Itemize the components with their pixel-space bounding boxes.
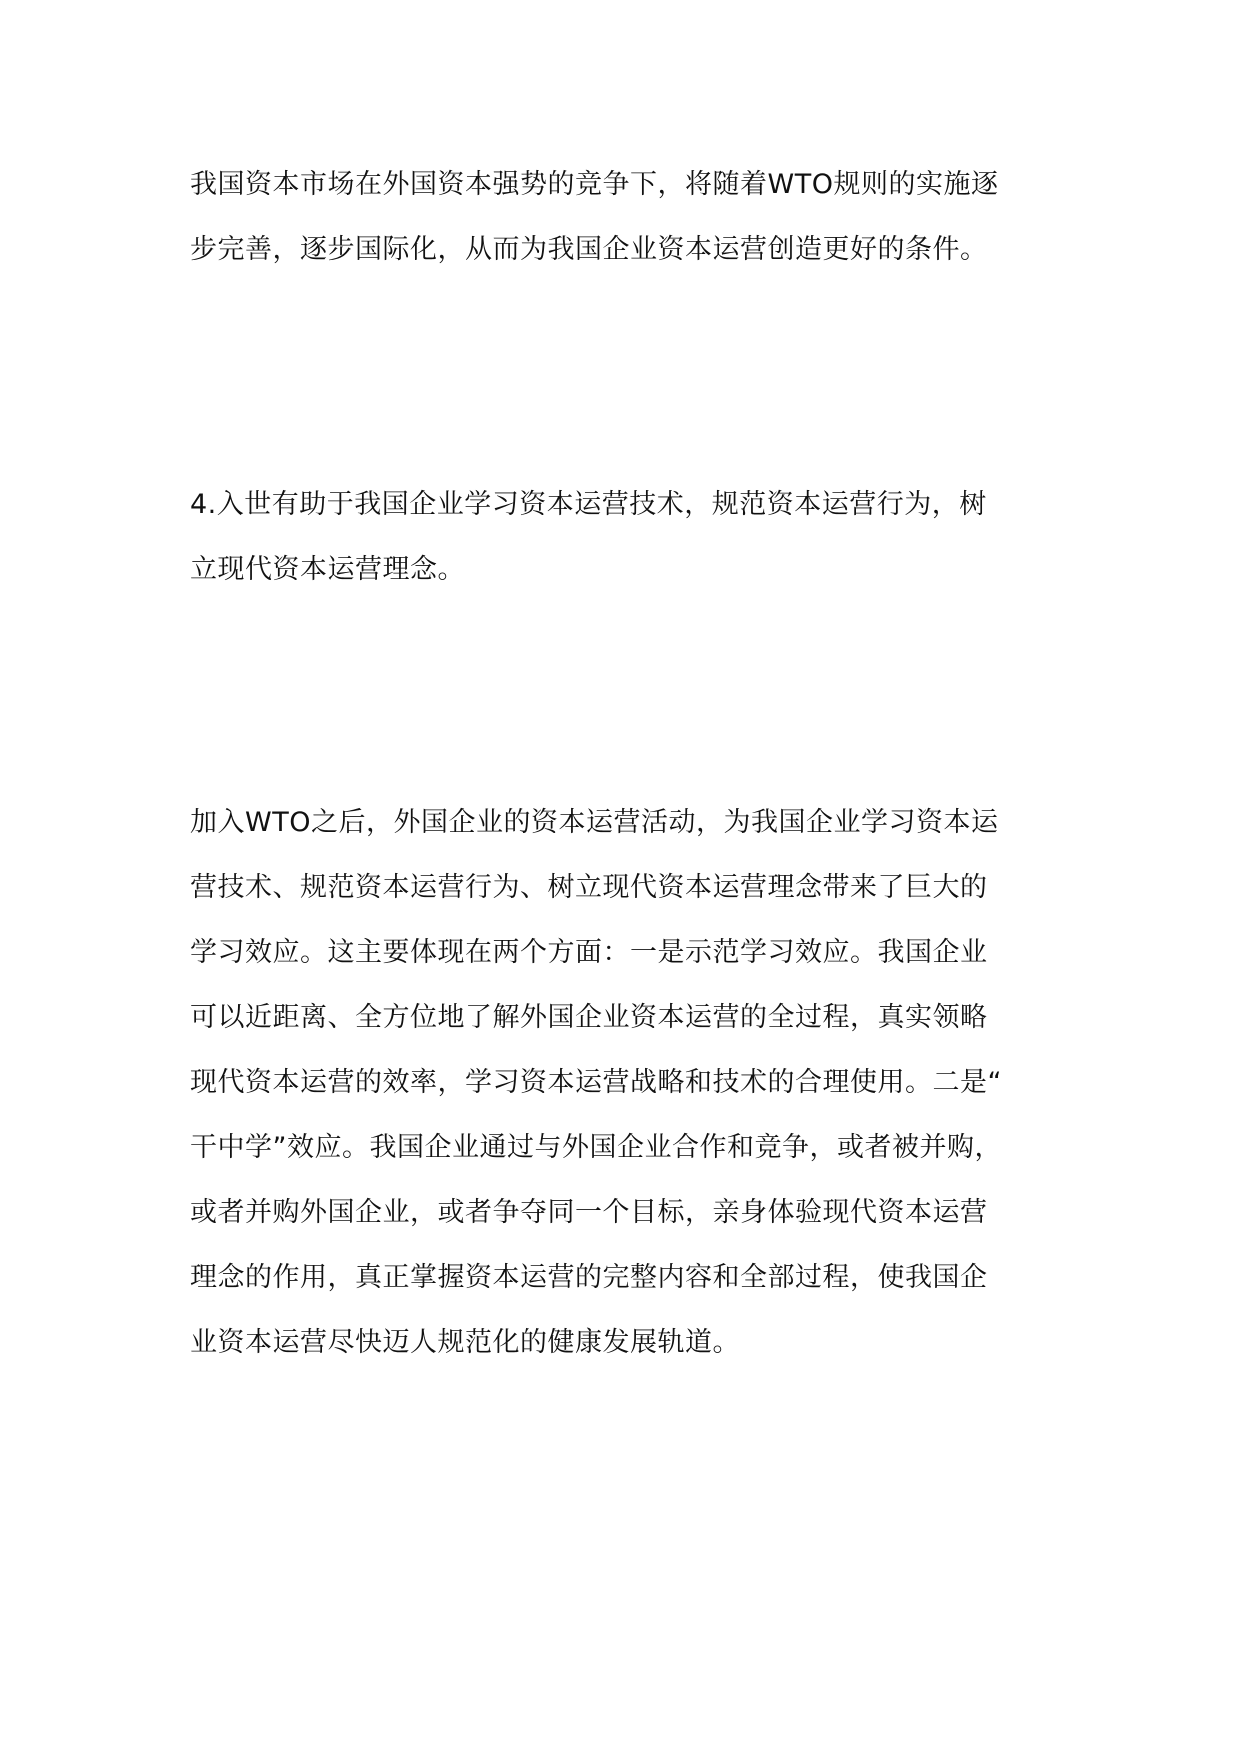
text-line: 干中学”效应。我国企业通过与外国企业合作和竞争，或者被并购， [190, 1132, 1002, 1163]
text-line: 营技术、规范资本运营行为、树立现代资本运营理念带来了巨大的 [190, 872, 988, 903]
text-line: 可以近距离、全方位地了解外国企业资本运营的全过程，真实领略 [190, 1002, 988, 1033]
text-line: 步完善，逐步国际化，从而为我国企业资本运营创造更好的条件。 [190, 234, 988, 265]
text-line: 理念的作用，真正掌握资本运营的完整内容和全部过程，使我国企 [190, 1262, 988, 1293]
paragraph-market-improvement [190, 152, 1060, 282]
text-line: 业资本运营尽快迈人规范化的健康发展轨道。 [190, 1327, 740, 1358]
text-line: 加入WTO之后，外国企业的资本运营活动，为我国企业学习资本运 [190, 807, 999, 838]
text-line: 4.入世有助于我国企业学习资本运营技术，规范资本运营行为，树 [190, 489, 987, 520]
text-line: 我国资本市场在外国资本强势的竞争下，将随着WTO规则的实施逐 [190, 169, 999, 200]
text-line: 现代资本运营的效率，学习资本运营战略和技术的合理使用。二是“ [190, 1067, 1002, 1098]
text-line: 或者并购外国企业，或者争夺同一个目标，亲身体验现代资本运营 [190, 1197, 988, 1228]
section-heading-point-4 [190, 472, 1060, 602]
text-line: 立现代资本运营理念。 [190, 554, 465, 585]
paragraph-learning-effect [190, 790, 1060, 1375]
text-line: 学习效应。这主要体现在两个方面：一是示范学习效应。我国企业 [190, 937, 988, 968]
